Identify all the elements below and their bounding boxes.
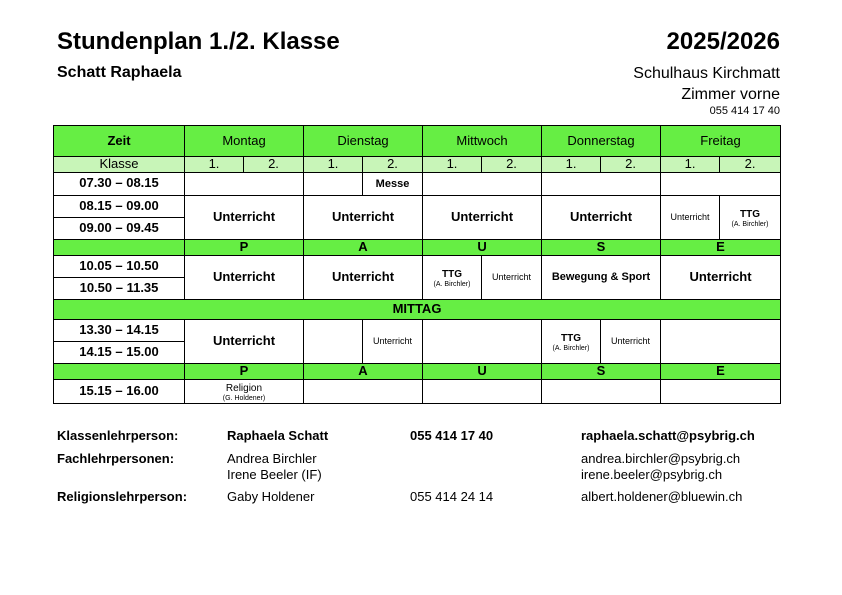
contact-phone: 055 414 17 40 [410,428,494,443]
class-2: 2. [363,157,423,173]
contact-name: Irene Beeler (IF) [227,467,322,482]
pause-letter: U [423,239,542,255]
pause-letter: P [185,239,304,255]
contact-email: albert.holdener@bluewin.ch [581,489,743,504]
lesson-cell: Bewegung & Sport [542,255,661,299]
contact-role: Fachlehrpersonen: [57,451,175,466]
contact-name: Gaby Holdener [227,489,315,504]
lesson-cell: Unterricht [661,255,781,299]
time-slot: 07.30 – 08.15 [54,172,185,195]
empty-cell [304,319,363,363]
time-slot: 09.00 – 09.45 [54,217,185,239]
lesson-cell: Unterricht [542,195,661,239]
contact-role: Religionslehrperson: [57,489,188,504]
lesson-cell: Unterricht [185,319,304,363]
pause-letter: U [423,363,542,379]
pause-letter: P [185,363,304,379]
contact-email: irene.beeler@psybrig.ch [581,467,723,482]
pause-letter: A [304,363,423,379]
lesson-cell [423,255,482,299]
ttg-teacher: (A. Birchler) [731,220,769,228]
table-row [54,172,781,195]
time-slot: 10.50 – 11.35 [54,277,185,299]
empty-cell [185,172,304,195]
lesson-cell: Unterricht [601,319,661,363]
day-montag: Montag [185,126,304,157]
school-year: 2025/2026 [666,28,780,55]
lesson-cell [185,379,304,403]
empty-cell [542,379,661,403]
time-slot: 08.15 – 09.00 [54,195,185,217]
contact-email: raphaela.schatt@psybrig.ch [581,428,755,443]
room-name: Zimmer vorne [681,86,780,103]
mittag-label: MITTAG [54,299,781,319]
ttg-label: TTG [442,268,462,280]
empty-cell [54,363,185,379]
lesson-cell: Unterricht [482,255,542,299]
col-zeit: Zeit [54,126,185,157]
empty-cell [661,379,781,403]
empty-cell [423,319,542,363]
contact-phone: 055 414 24 14 [410,489,494,504]
pause-letter: A [304,239,423,255]
time-slot: 13.30 – 14.15 [54,319,185,341]
mittag-row [54,299,781,319]
ttg-teacher: (A. Birchler) [433,280,471,288]
ttg-label: TTG [561,332,582,344]
klasse-label: Klasse [54,157,185,173]
class-row [54,157,781,173]
timetable [53,125,781,404]
lesson-cell: Unterricht [363,319,423,363]
lesson-cell: Unterricht [661,195,720,239]
time-slot: 14.15 – 15.00 [54,341,185,363]
day-donnerstag: Donnerstag [542,126,661,157]
pause-letter: E [661,239,781,255]
empty-cell [661,319,781,363]
contact-name: Raphaela Schatt [227,428,329,443]
empty-cell [304,172,363,195]
ttg-teacher: (A. Birchler) [552,344,590,352]
class-1: 1. [185,157,244,173]
page-title: Stundenplan 1./2. Klasse [57,28,340,55]
empty-cell [423,379,542,403]
pause-letter: S [542,239,661,255]
contact-role: Klassenlehrperson: [57,428,179,443]
lesson-cell [720,195,781,239]
table-row [54,255,781,277]
table-row [54,319,781,341]
class-1: 1. [542,157,601,173]
empty-cell [304,379,423,403]
header-row [54,126,781,157]
religion-teacher: (G. Holdener) [222,394,266,402]
class-2: 2. [482,157,542,173]
lesson-cell: Messe [363,172,423,195]
class-2: 2. [601,157,661,173]
pause-row [54,363,781,379]
lesson-cell: Unterricht [185,195,304,239]
school-phone: 055 414 17 40 [709,105,780,117]
contact-name: Andrea Birchler [227,451,317,466]
class-2: 2. [244,157,304,173]
class-1: 1. [661,157,720,173]
class-1: 1. [423,157,482,173]
pause-row [54,239,781,255]
class-1: 1. [304,157,363,173]
table-row [54,195,781,217]
class-2: 2. [720,157,781,173]
empty-cell [54,239,185,255]
pause-letter: E [661,363,781,379]
empty-cell [661,172,781,195]
school-name: Schulhaus Kirchmatt [633,65,780,82]
empty-cell [542,172,661,195]
pause-letter: S [542,363,661,379]
lesson-cell: Unterricht [304,255,423,299]
time-slot: 10.05 – 10.50 [54,255,185,277]
lesson-cell: Unterricht [304,195,423,239]
empty-cell [423,172,542,195]
day-freitag: Freitag [661,126,781,157]
religion-label: Religion [225,382,263,394]
time-slot: 15.15 – 16.00 [54,379,185,403]
day-dienstag: Dienstag [304,126,423,157]
day-mittwoch: Mittwoch [423,126,542,157]
lesson-cell: Unterricht [423,195,542,239]
lesson-cell: Unterricht [185,255,304,299]
contact-email: andrea.birchler@psybrig.ch [581,451,741,466]
table-row [54,379,781,403]
lesson-cell [542,319,601,363]
teacher-name: Schatt Raphaela [57,64,182,81]
ttg-label: TTG [740,208,761,220]
